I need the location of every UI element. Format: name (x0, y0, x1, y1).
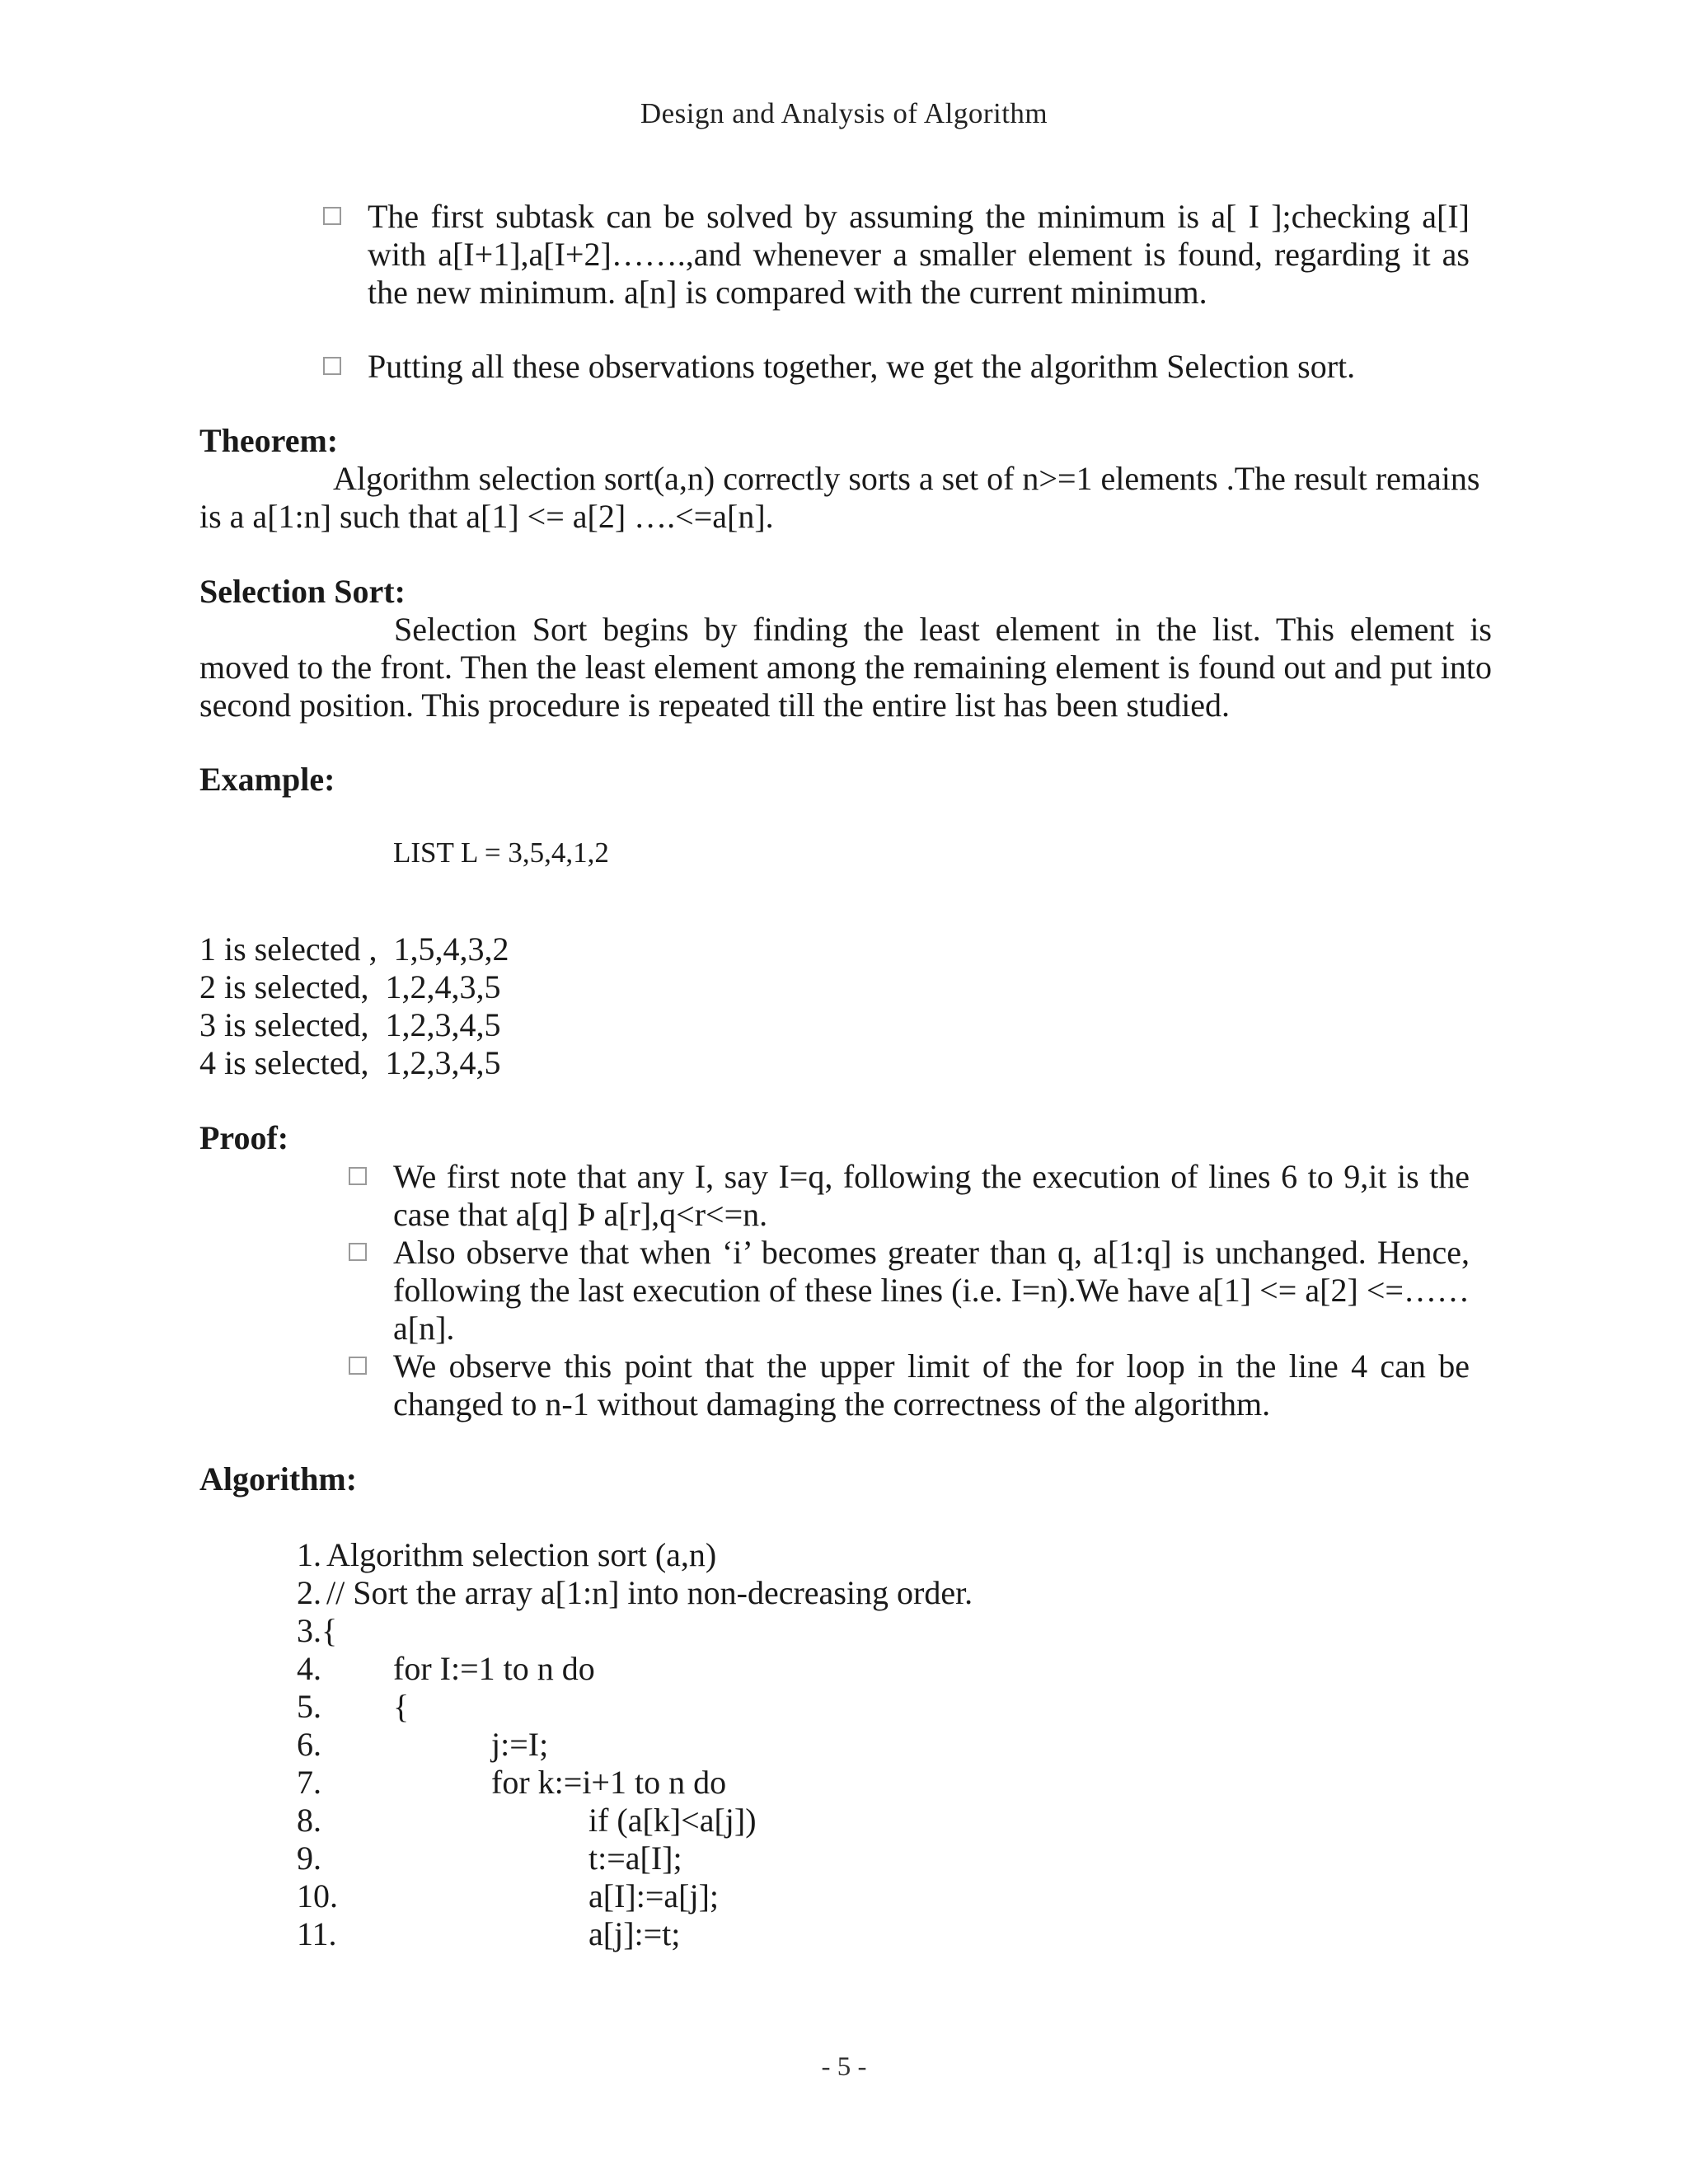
line-number: 11. (297, 1915, 337, 1952)
line-number: 2. (297, 1574, 321, 1611)
theorem-heading: Theorem: (199, 422, 339, 459)
line-number: 1. (297, 1536, 321, 1573)
proof-bullet-1: We first note that any I, say I=q, following the execution of lines 6 to 9,it is the case that a[q] Þ a[r],q<r<=n. (393, 1158, 1470, 1233)
example-step: 3 is selected, 1,2,3,4,5 (199, 1006, 501, 1043)
example-heading: Example: (199, 761, 335, 798)
selection-sort-heading: Selection Sort: (199, 573, 406, 610)
code-line: a[I]:=a[j]; (588, 1877, 720, 1915)
theorem-line-2: is a a[1:n] such that a[1] <= a[2] ….<=a[n]. (199, 498, 774, 535)
bullet-marker (323, 207, 341, 225)
line-number: 7. (297, 1764, 321, 1801)
page-number: - 5 - (821, 2052, 867, 2082)
bullet-marker (323, 357, 341, 375)
intro-bullet-2: Putting all these observations together, we get the algorithm Selection sort. (368, 348, 1356, 385)
example-step: 4 is selected, 1,2,3,4,5 (199, 1044, 501, 1081)
algorithm-heading: Algorithm: (199, 1460, 358, 1497)
example-step: 2 is selected, 1,2,4,3,5 (199, 968, 501, 1005)
proof-bullet-2: Also observe that when ‘i’ becomes greater than q, a[1:q] is unchanged. Hence, following the last execution of these lines (i.e. I=n).We have a[1] <= a[2] <=…… a[n]. (393, 1234, 1470, 1347)
line-number: 3. (297, 1612, 321, 1649)
intro-bullet-1: The first subtask can be solved by assuming the minimum is a[ I ];checking a[I] with a[I+1],a[I+2]…….,and whenever a smaller element is found, regarding it as the new minimum. a[n] is compared with the current minimum. (368, 198, 1470, 311)
bullet-marker (349, 1167, 367, 1185)
line-number: 5. (297, 1688, 321, 1725)
proof-bullet-3: We observe this point that the upper limit of the for loop in the line 4 can be changed to n-1 without damaging the correctness of the algorithm. (393, 1347, 1470, 1422)
proof-heading: Proof: (199, 1119, 289, 1156)
page-header: Design and Analysis of Algorithm (640, 97, 1048, 129)
code-line: { (321, 1612, 338, 1649)
code-line: t:=a[I]; (588, 1840, 682, 1877)
line-number: 10. (297, 1877, 338, 1915)
code-line: a[j]:=t; (588, 1915, 681, 1952)
line-number: 6. (297, 1726, 321, 1763)
line-number: 9. (297, 1840, 321, 1877)
code-line: j:=I; (491, 1726, 549, 1763)
bullet-marker (349, 1243, 367, 1261)
code-line: for I:=1 to n do (393, 1650, 595, 1687)
line-number: 8. (297, 1802, 321, 1839)
code-line: Algorithm selection sort (a,n) (326, 1536, 717, 1573)
line-number: 4. (297, 1650, 321, 1687)
bullet-marker (349, 1357, 367, 1375)
selection-sort-paragraph: Selection Sort begins by finding the least element in the list. This element is moved to the front. Then the least element among the remaining element is found out and put into second position. This procedure is repeated till the entire list has been studied. (199, 611, 1492, 724)
example-step: 1 is selected , 1,5,4,3,2 (199, 930, 509, 968)
code-line: for k:=i+1 to n do (491, 1764, 727, 1801)
code-line: // Sort the array a[1:n] into non-decreasing order. (326, 1574, 973, 1611)
theorem-line-1: Algorithm selection sort(a,n) correctly sorts a set of n>=1 elements .The result remains (333, 460, 1480, 497)
example-list: LIST L = 3,5,4,1,2 (393, 837, 609, 869)
code-line: { (393, 1688, 410, 1725)
code-line: if (a[k]<a[j]) (588, 1802, 757, 1839)
